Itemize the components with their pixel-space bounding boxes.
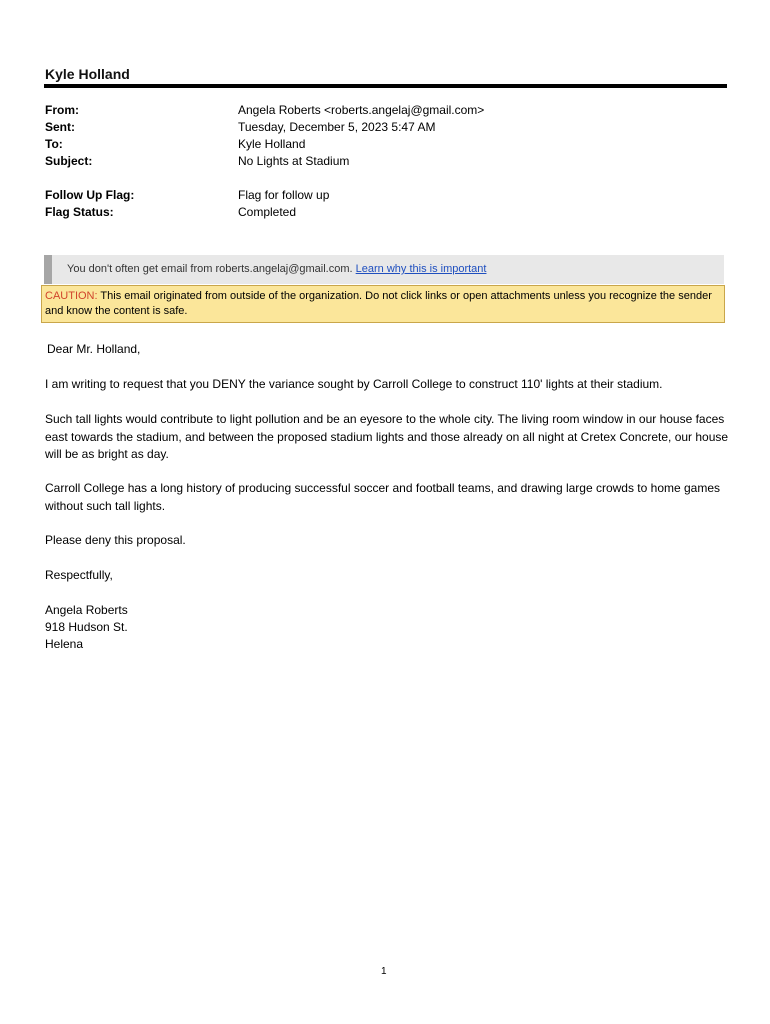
body-paragraph-2: Such tall lights would contribute to light pollution and be an eyesore to the whole city. The living room window in our house faces east towards the stadium, and between the proposed stadium lights and those already on all night at Cretex Concrete, our house will be as bright as day. [45, 412, 729, 461]
caution-label: CAUTION: [45, 290, 98, 302]
subject-value: No Lights at Stadium [238, 154, 350, 168]
closing: Respectfully, [45, 568, 113, 582]
subject-label: Subject: [45, 154, 93, 168]
mailbox-owner-name: Kyle Holland [45, 66, 130, 82]
header-divider [44, 84, 727, 88]
signature-name: Angela Roberts [45, 603, 128, 617]
notice-message: You don't often get email from roberts.angelaj@gmail.com. [67, 263, 353, 275]
flag-status-value: Completed [238, 205, 297, 219]
followup-flag-label: Follow Up Flag: [45, 188, 135, 202]
body-paragraph-3: Carroll College has a long history of producing successful soccer and football teams, and drawing large crowds to home games without such tall lights. [45, 481, 721, 513]
body-paragraph-1: I am writing to request that you DENY the variance sought by Carroll College to construct 110' lights at their stadium. [45, 377, 663, 391]
followup-flag-value: Flag for follow up [238, 188, 330, 202]
body-paragraph-4: Please deny this proposal. [45, 533, 186, 547]
external-sender-notice [44, 255, 724, 284]
notice-text-line [67, 263, 486, 275]
signature-city: Helena [45, 637, 84, 651]
caution-text: This email originated from outside of the organization. Do not click links or open attachments unless you recognize the sender and know the content is safe. [45, 290, 712, 317]
from-value[interactable]: Angela Roberts <roberts.angelaj@gmail.com> [238, 103, 485, 117]
notice-accent-bar [44, 255, 52, 284]
from-label: From: [45, 103, 79, 117]
signature-address: 918 Hudson St. [45, 620, 128, 634]
to-value: Kyle Holland [238, 137, 306, 151]
caution-banner [41, 285, 725, 323]
learn-why-link[interactable]: Learn why this is important [355, 263, 487, 275]
sent-value: Tuesday, December 5, 2023 5:47 AM [238, 120, 436, 134]
page-number: 1 [381, 966, 387, 977]
sent-label: Sent: [45, 120, 75, 134]
to-label: To: [45, 137, 63, 151]
greeting: Dear Mr. Holland, [47, 342, 141, 356]
flag-status-label: Flag Status: [45, 205, 114, 219]
